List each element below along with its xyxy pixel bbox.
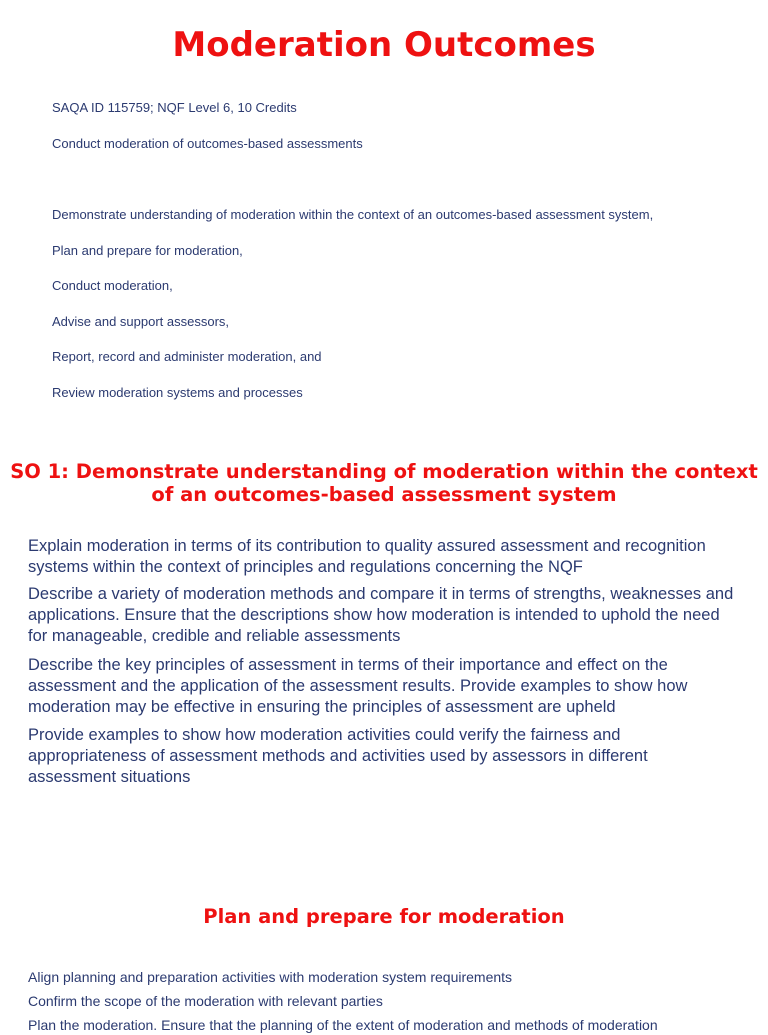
so1-paragraph: Explain moderation in terms of its contribution to quality assured assessment and recognition systems within the context of principles and regulations concerning the NQF	[28, 537, 706, 576]
outcome-item: Plan and prepare for moderation,	[52, 243, 243, 258]
outcome-item: Advise and support assessors,	[52, 314, 230, 329]
section-heading-so1: SO 1: Demonstrate understanding of moderation within the context of an outcomes-based assessment system	[10, 460, 758, 506]
so1-paragraph: Describe a variety of moderation methods and compare it in terms of strengths, weaknesses and applications. Ensure that the descriptions show how moderation is intended to uphold the need for manageable, credible and reliable assessments	[28, 585, 734, 645]
so1-paragraph: Describe the key principles of assessment in terms of their importance and effect on the assessment and the application of the assessment results. Provide examples to show how moderation may be effective in ensuring the principles of assessment are upheld	[28, 656, 688, 716]
unit-standard-title: Conduct moderation of outcomes-based assessments	[52, 136, 363, 151]
section-heading-plan: Plan and prepare for moderation	[203, 905, 565, 928]
plan-item: Align planning and preparation activities with moderation system requirements	[28, 969, 513, 985]
outcome-item: Review moderation systems and processes	[52, 385, 303, 400]
page-title: Moderation Outcomes	[172, 25, 596, 65]
outcome-item: Demonstrate understanding of moderation within the context of an outcomes-based assessment system,	[52, 207, 654, 222]
plan-item: Confirm the scope of the moderation with relevant parties	[28, 993, 383, 1009]
so1-paragraph: Provide examples to show how moderation activities could verify the fairness and appropriateness of assessment methods and activities used by assessors in different assessment situations	[28, 726, 648, 786]
outcome-item: Conduct moderation,	[52, 278, 173, 293]
outcome-item: Report, record and administer moderation, and	[52, 349, 322, 364]
plan-item: Plan the moderation. Ensure that the planning of the extent of moderation and methods of moderation	[28, 1017, 658, 1033]
saqa-info: SAQA ID 115759; NQF Level 6, 10 Credits	[52, 100, 297, 115]
